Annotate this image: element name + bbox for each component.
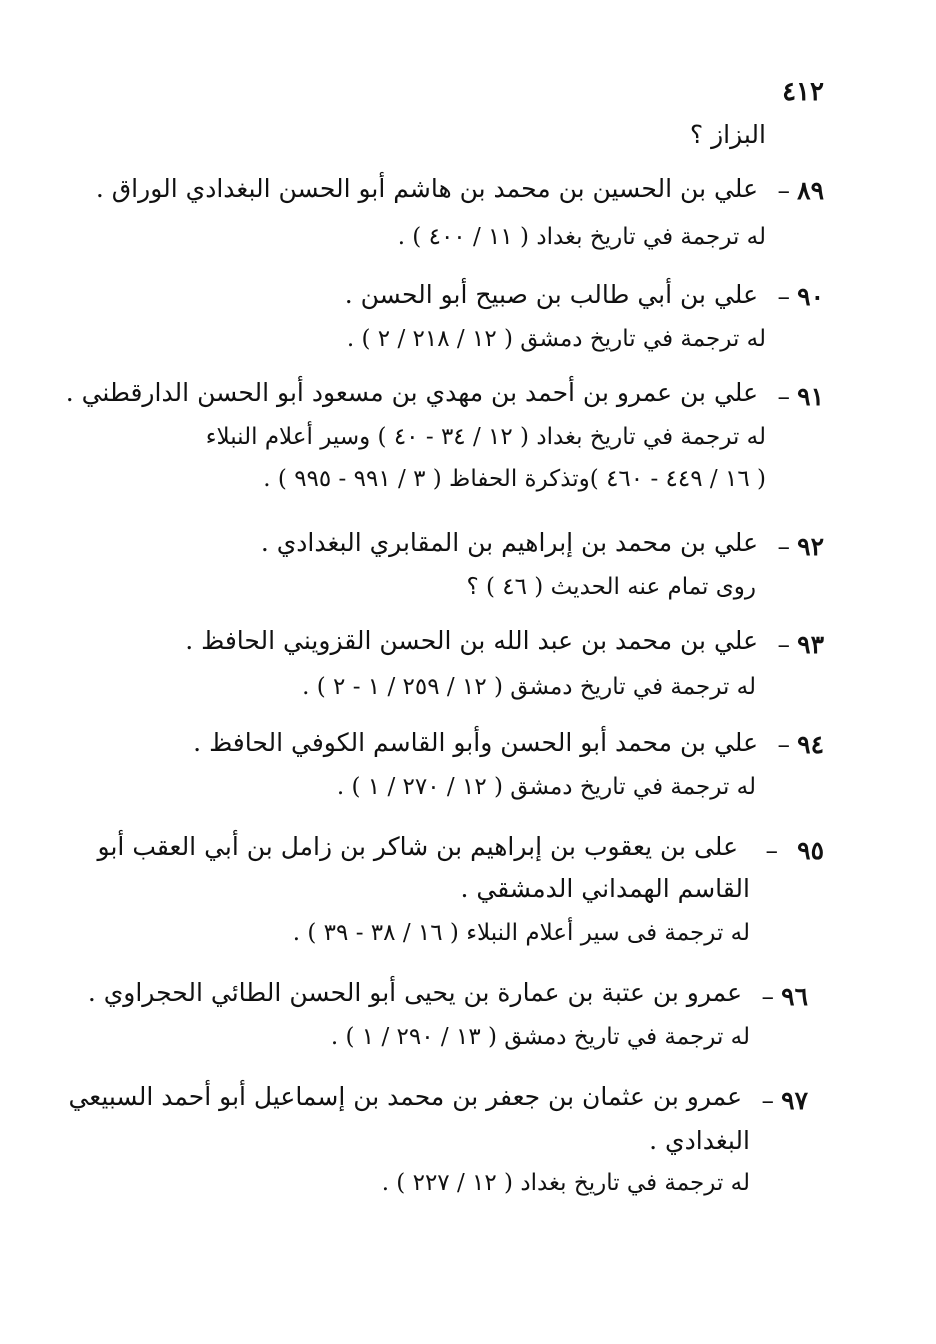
entry-dash: – (777, 282, 790, 311)
entry-number: ٩٣ (797, 630, 824, 659)
entry-number: ٩٦ (781, 982, 808, 1011)
entry-name: عمرو بن عثمان بن جعفر بن محمد بن إسماعيل أبو أحمد السبيعي (68, 1082, 742, 1111)
page-number: ٤١٢ (782, 77, 824, 107)
entry-name: علي بن محمد بن عبد الله بن الحسن القزويني الحافظ . (185, 626, 758, 655)
entry-dash: – (761, 1086, 774, 1115)
entry-dash: – (777, 176, 790, 205)
entry-name: على بن يعقوب بن إبراهيم بن شاكر بن زامل بن أبي العقب أبو (97, 832, 738, 861)
entry-number: ٩٢ (797, 532, 824, 561)
entry-number: ٨٩ (797, 176, 824, 205)
entry-reference: له ترجمة في تاريخ دمشق ( ١٢ / ٢٧٠ / ١ ) . (336, 774, 756, 800)
entry-reference: له ترجمة فى سير أعلام النبلاء ( ١٦ / ٣٨ - ٣٩ ) . (292, 920, 750, 946)
entry-name: علي بن محمد بن إبراهيم بن المقابري البغدادي . (260, 528, 758, 557)
entry-reference: له ترجمة في تاريخ بغداد ( ١٢ / ٣٤ - ٤٠ ) وسير أعلام النبلاء (205, 424, 766, 450)
entry-name: علي بن الحسين بن محمد بن هاشم أبو الحسن البغدادي الوراق . (95, 174, 758, 203)
entry-reference: له ترجمة في تاريخ دمشق ( ١٣ / ٢٩٠ / ١ ) . (330, 1024, 750, 1050)
entry-dash: – (777, 532, 790, 561)
entry-reference: روى تمام عنه الحديث ( ٤٦ ) ؟ (466, 574, 756, 600)
entry-name-continuation: البغدادي . (649, 1126, 750, 1155)
entry-name: علي بن عمرو بن أحمد بن مهدي بن مسعود أبو الحسن الدارقطني . (65, 378, 758, 407)
entry-reference: ( ١٦ / ٤٤٩ - ٤٦٠ )وتذكرة الحفاظ ( ٣ / ٩٩١ - ٩٩٥ ) . (263, 466, 766, 492)
entry-name: علي بن محمد أبو الحسن وأبو القاسم الكوفي الحافظ . (193, 728, 758, 757)
entry-reference: له ترجمة في تاريخ بغداد ( ١٢ / ٢٢٧ ) . (381, 1170, 750, 1196)
entry-name-continuation: القاسم الهمداني الدمشقي . (460, 874, 750, 903)
entry-dash: – (777, 382, 790, 411)
entry-number: ٩٠ (797, 282, 824, 311)
intro-line: البزاز ؟ (689, 120, 766, 149)
entry-name: عمرو بن عتبة بن عمارة بن يحيى أبو الحسن الطائي الحجراوي . (87, 978, 742, 1007)
entry-dash: – (777, 730, 790, 759)
entry-name: علي بن أبي طالب بن صبيح أبو الحسن . (344, 280, 758, 309)
entry-dash: – (761, 982, 774, 1011)
entry-dash: – (765, 836, 778, 865)
entry-reference: له ترجمة في تاريخ بغداد ( ١١ / ٤٠٠ ) . (397, 224, 766, 250)
entry-number: ٩٤ (797, 730, 824, 759)
entry-number: ٩٧ (781, 1086, 808, 1115)
entry-dash: – (777, 630, 790, 659)
entry-number: ٩١ (797, 382, 824, 411)
entry-reference: له ترجمة في تاريخ دمشق ( ١٢ / ٢١٨ / ٢ ) . (346, 326, 766, 352)
entry-number: ٩٥ (797, 836, 824, 865)
entry-reference: له ترجمة في تاريخ دمشق ( ١٢ / ٢٥٩ / ١ - ٢ ) . (302, 674, 756, 700)
